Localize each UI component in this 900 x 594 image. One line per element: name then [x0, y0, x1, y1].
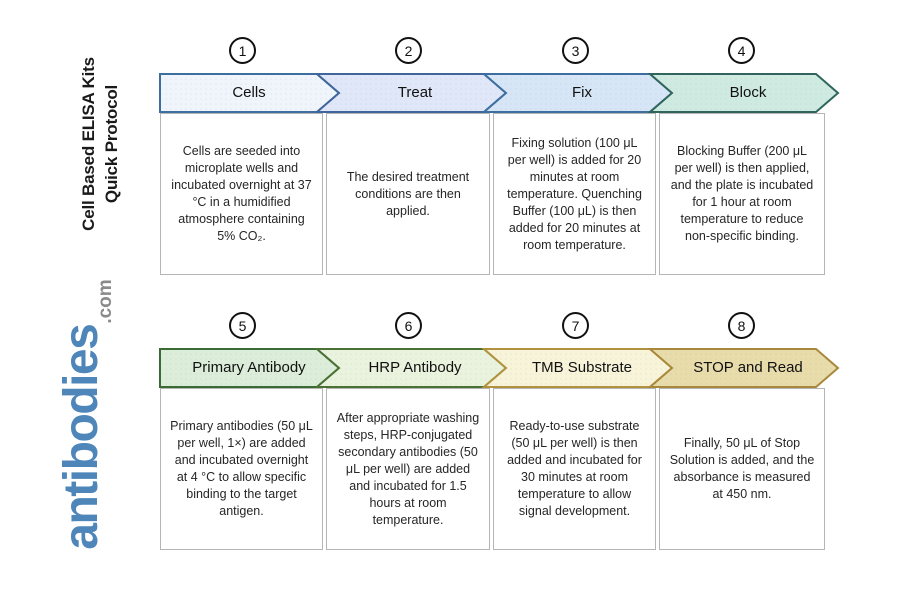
antibodies-logo [52, 245, 116, 585]
step-description: Finally, 50 μL of Stop Solution is added, and the absorbance is measured at 450 nm. [669, 436, 815, 501]
arrow-label: Treat [397, 84, 433, 101]
step-number: 7 [571, 317, 580, 334]
step-number-badge [562, 37, 589, 64]
step-number: 2 [404, 42, 413, 59]
arrow-label: TMB Substrate [531, 359, 633, 376]
arrow-band [160, 348, 825, 388]
arrow-label: Cells [232, 84, 266, 101]
step-number: 1 [238, 42, 247, 59]
protocol-row-1 [160, 36, 825, 282]
step-description: Fixing solution (100 μL per well) is added for 20 minutes at room temperature. Quenching Buffer (100 μL) is then added for 20 minutes at room temperature. [507, 135, 642, 252]
step-description: After appropriate washing steps, HRP-conjugated secondary antibodies (50 μL per well) are added and incubated for 1.5 hours at room temperature. [336, 410, 480, 527]
step-number: 8 [737, 317, 746, 334]
step-number-badge [395, 312, 422, 339]
arrow-label: HRP Antibody [368, 359, 462, 376]
step-description: Primary antibodies (50 μL per well, 1×) are added and incubated overnight at 4 °C to allow specific binding to the target antigen. [170, 419, 313, 518]
step-description-card [160, 388, 323, 550]
arrow-label: Fix [572, 84, 592, 101]
step-description: Cells are seeded into microplate wells and incubated overnight at 37 °C in a humidified atmosphere containing 5% CO₂. [171, 144, 312, 243]
step-number: 6 [404, 317, 413, 334]
step-number-badge [562, 312, 589, 339]
step-description-card [493, 388, 656, 550]
step-description-card [659, 113, 825, 275]
step-number: 3 [571, 42, 580, 59]
arrow-label: STOP and Read [693, 359, 803, 376]
step-number-badge [229, 37, 256, 64]
arrow-label: Primary Antibody [192, 359, 306, 376]
logo-wordmark: antibodies [55, 324, 108, 550]
diagram-title [77, 39, 123, 249]
arrow-label: Block [729, 84, 767, 101]
logo-suffix: .com [95, 279, 116, 324]
step-number: 5 [238, 317, 247, 334]
step-description: Ready-to-use substrate (50 μL per well) is then added and incubated for 30 minutes at room temperature to allow signal development. [507, 419, 642, 518]
step-description-card [326, 388, 490, 550]
step-description-card [493, 113, 656, 275]
protocol-row-2 [160, 311, 825, 557]
diagram-title-line1: Cell Based ELISA Kits [79, 57, 98, 231]
diagram-title-line2: Quick Protocol [102, 84, 121, 204]
step-number-badge [395, 37, 422, 64]
step-number-badge [229, 312, 256, 339]
step-number-badge [728, 37, 755, 64]
step-description-card [326, 113, 490, 275]
step-number-badge [728, 312, 755, 339]
step-description: The desired treatment conditions are then applied. [346, 169, 470, 218]
step-description: Blocking Buffer (200 μL per well) is then applied, and the plate is incubated for 1 hour at room temperature to reduce non-specific binding. [670, 144, 814, 243]
step-description-card [659, 388, 825, 550]
arrow-band [160, 73, 825, 113]
step-number: 4 [737, 42, 746, 59]
step-description-card [160, 113, 323, 275]
